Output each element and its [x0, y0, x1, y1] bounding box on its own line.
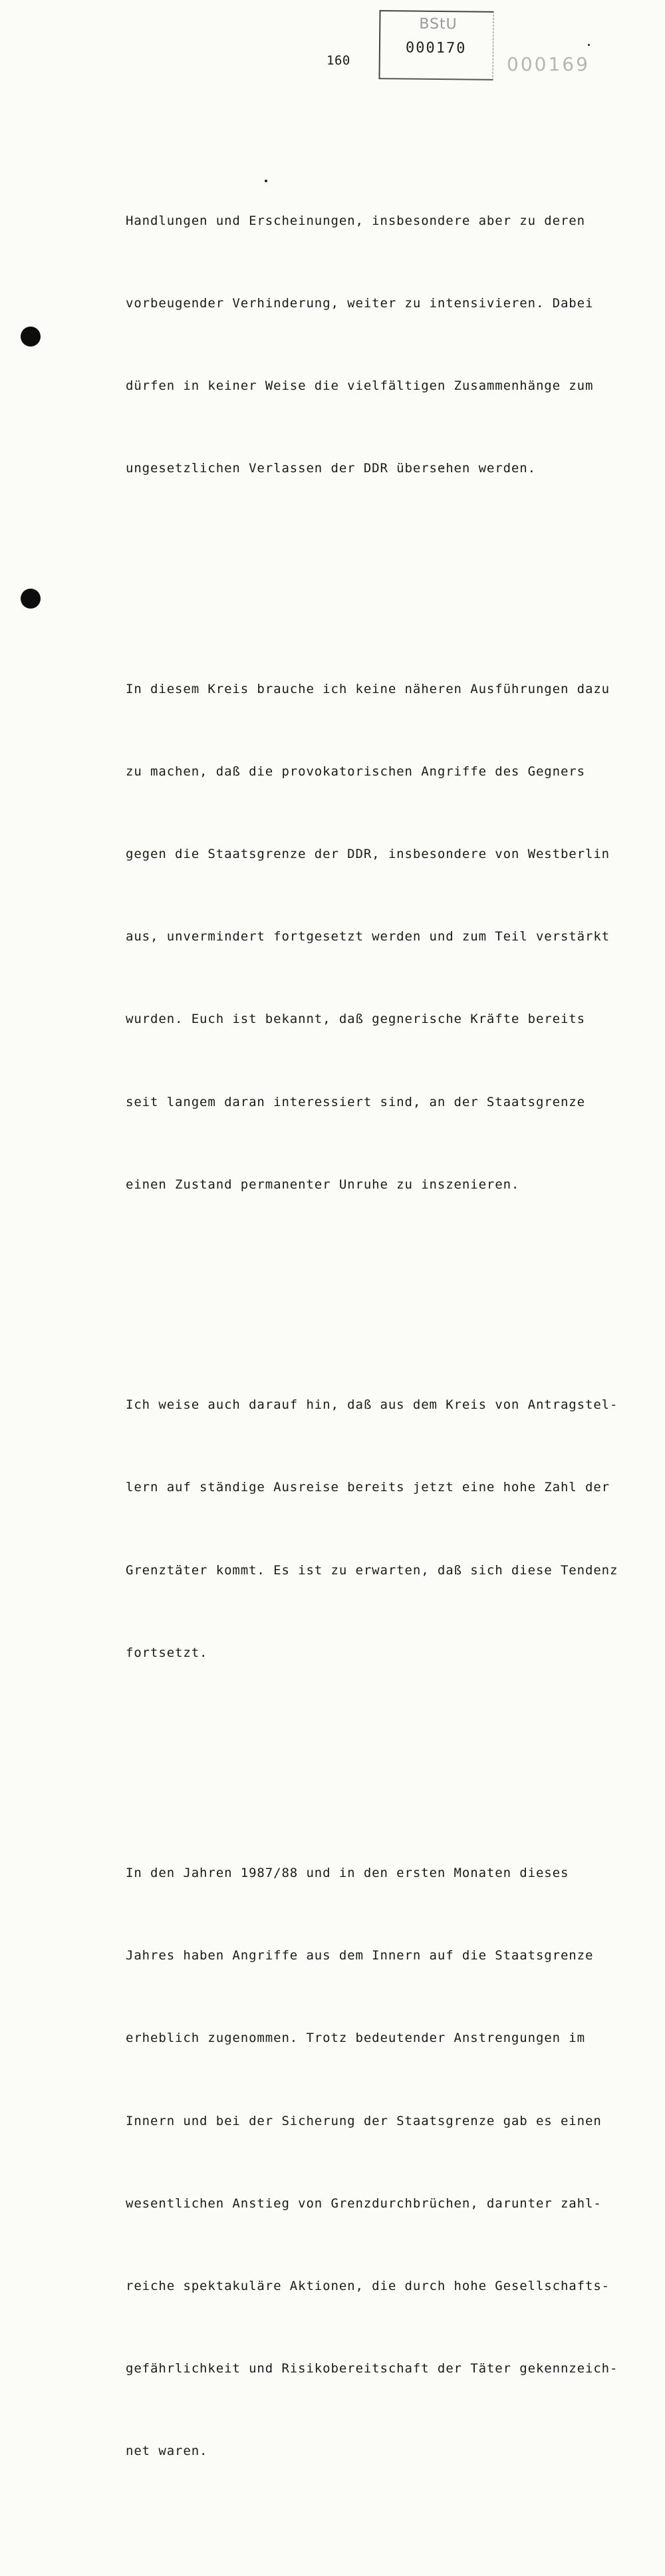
paragraph-4	[126, 1804, 631, 2521]
text-line: wesentlichen Anstieg von Grenzdurchbrüchen, darunter zahl-	[126, 2196, 602, 2211]
text-line: aus, unvermindert fortgesetzt werden und zum Teil verstärkt	[126, 929, 610, 944]
text-line: In den Jahren 1987/88 und in den ersten Monaten dieses	[126, 1865, 569, 1880]
text-line: einen Zustand permanenter Unruhe zu inszenieren.	[126, 1177, 520, 1192]
text-line: Jahres haben Angriffe aus dem Innern auf die Staatsgrenze	[126, 1948, 594, 1963]
text-line: Grenztäter kommt. Es ist zu erwarten, daß sich diese Tendenz	[126, 1562, 618, 1578]
punch-hole-lower	[21, 589, 41, 609]
text-line: vorbeugender Verhinderung, weiter zu intensivieren. Dabei	[126, 295, 594, 311]
text-line: seit langem daran interessiert sind, an der Staatsgrenze	[126, 1094, 585, 1109]
text-line: erheblich zugenommen. Trotz bedeutender Anstrengungen im	[126, 2031, 585, 2046]
text-line: dürfen in keiner Weise die vielfältigen Zusammenhänge zum	[126, 378, 594, 394]
text-line: In diesem Kreis brauche ich keine näheren Ausführungen dazu	[126, 681, 610, 696]
text-line: reiche spektakuläre Aktionen, die durch hohe Gesellschafts-	[126, 2279, 610, 2294]
archive-stamp	[378, 10, 493, 80]
body-text	[126, 97, 631, 2576]
stamp-label: BStU	[419, 15, 458, 33]
text-line: wurden. Euch ist bekannt, daß gegnerische Kräfte bereits	[126, 1012, 585, 1027]
paragraph-1	[126, 152, 631, 538]
text-line: gegen die Staatsgrenze der DDR, insbesondere von Westberlin	[126, 846, 610, 861]
paragraph-2	[126, 621, 631, 1254]
text-line: Handlungen und Erscheinungen, insbesondere aber zu deren	[126, 213, 585, 228]
ink-speck	[588, 44, 590, 46]
text-line: Ich weise auch darauf hin, daß aus dem Kreis von Antragstel-	[126, 1397, 618, 1413]
stamp-number: 000170	[405, 39, 467, 57]
punch-hole-upper	[21, 327, 41, 347]
page-number: 160	[327, 53, 350, 68]
text-line: lern auf ständige Ausreise bereits jetzt eine hohe Zahl der	[126, 1480, 610, 1495]
text-line: fortsetzt.	[126, 1645, 208, 1660]
paragraph-3	[126, 1336, 631, 1722]
text-line: ungesetzlichen Verlassen der DDR übersehen werden.	[126, 461, 536, 476]
text-line: net waren.	[126, 2444, 208, 2459]
text-line: zu machen, daß die provokatorischen Angriffe des Gegners	[126, 764, 585, 779]
archive-number: 000169	[507, 53, 590, 75]
text-line: Innern und bei der Sicherung der Staatsgrenze gab es einen	[126, 2113, 602, 2128]
text-line: gefährlichkeit und Risikobereitschaft der Täter gekennzeich-	[126, 2361, 618, 2376]
